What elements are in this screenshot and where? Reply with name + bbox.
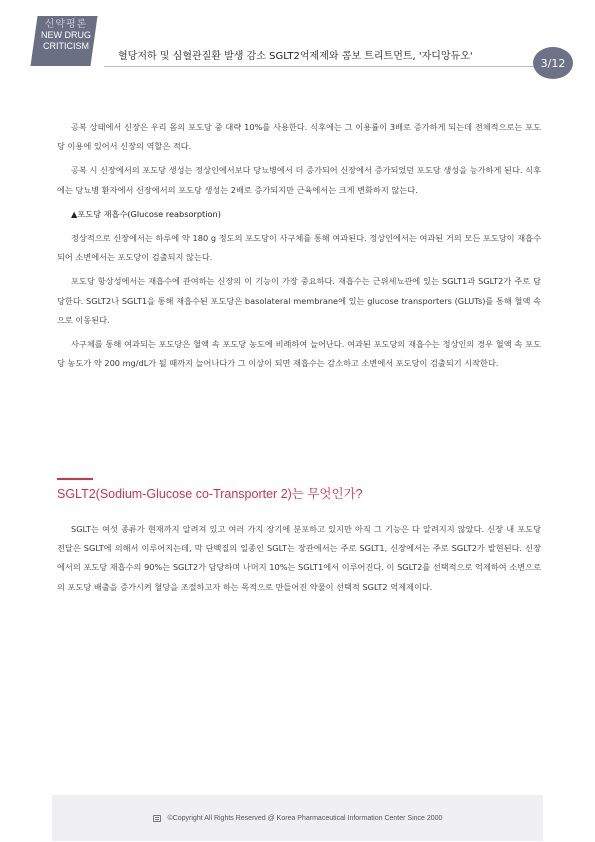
document-title: 혈당저하 및 심혈관질환 발생 감소 SGLT2억제제와 콤보 트리트먼트, '자디앙듀오' bbox=[118, 51, 473, 62]
section-heading: SGLT2(Sodium-Glucose co-Transporter 2)는 무엇인가? bbox=[57, 487, 363, 501]
logo-korean-title: 신약평론 bbox=[44, 19, 88, 30]
paragraph: 공복 시 신장에서의 포도당 생성는 정상인에서보다 당뇨병에서 더 증가되어 신장에서 증가되었던 포도당 생성을 능가하게 된다. 식후에는 당뇨병 환자에서 신장에서의 포도당 생성는 2배로 증가되지만 근육에서는 크게 변화하지 않는다. bbox=[57, 165, 541, 195]
paragraph: 공복 상태에서 신장은 우리 몸의 포도당 중 대략 10%를 사용한다. 식후에는 그 이용률이 3배로 증가하게 되는데 전체적으로는 포도당 이용에 있어서 신장의 역할은 적다. bbox=[57, 122, 541, 152]
paragraph: 포도당 항상성에서는 재흡수에 관여하는 신장의 이 기능이 가장 중요하다. 재흡수는 근위세뇨관에 있는 SGLT1과 SGLT2가 주로 담당한다. SGLT2나 SGLT1을 통해 재흡수된 포도당은 basolateral membrane에 있는 glucose transporters (GLUTs)를 통해 혈액 속으로 이동된다. bbox=[57, 276, 541, 325]
subheading-glucose-reabsorption: ▲포도당 재흡수(Glucose reabsorption) bbox=[71, 208, 221, 219]
publication-logo bbox=[16, 6, 102, 72]
page-number-badge: 3/12 bbox=[533, 47, 573, 79]
document-icon bbox=[153, 814, 162, 823]
header-divider bbox=[104, 66, 542, 67]
paragraph: SGLT는 여섯 종류가 현재까지 알려져 있고 여러 가지 장기에 분포하고 있지만 아직 그 기능은 다 알려지지 않았다. 신장 내 포도당 전달은 SGLT에 의해서 이루어지는데, 막 단백질의 일종인 SGLT는 장관에서는 주로 SGLT1, 신장에서는 주로 SGLT2가 발현된다. 신장에서의 포도당 재흡수의 90%는 SGLT2가 담당하며 나머지 10%는 SGLT1에서 이루어진다. 이 SGLT2를 선택적으로 억제하여 소변으로의 포도당 배출을 증가시켜 혈당을 조절하고자 하는 목적으로 만들어진 약물이 선택적 SGLT2 억제제이다. bbox=[57, 524, 541, 592]
paragraph: 정상적으로 신장에서는 하루에 약 180 g 정도의 포도당이 사구체를 통해 여과된다. 정상인에서는 여과된 거의 모든 포도당이 재흡수되어 소변에서는 포도당이 검출되지 않는다. bbox=[57, 233, 541, 263]
section-body bbox=[57, 520, 541, 597]
paragraph: 사구체를 통해 여과되는 포도당은 혈액 속 포도당 농도에 비례하여 늘어난다. 여과된 포도당의 재흡수는 정상인의 경우 혈액 속 포도당 농도가 약 200 mg/dL가 될 때까지 늘어나다가 그 이상이 되면 재흡수는 감소하고 소변에서 포도당이 검출되기 시작한다. bbox=[57, 339, 541, 369]
logo-title-line-1: NEW DRUG bbox=[41, 30, 91, 40]
footer bbox=[52, 795, 543, 841]
logo-title-line-2: CRITICISM bbox=[43, 41, 89, 51]
logo-text bbox=[30, 19, 102, 52]
copyright-text: ©Copyright All Rights Reserved @ Korea Pharmaceutical Information Center Since 2000 bbox=[167, 814, 443, 822]
body-text bbox=[57, 118, 541, 378]
section-accent-line bbox=[57, 478, 93, 480]
